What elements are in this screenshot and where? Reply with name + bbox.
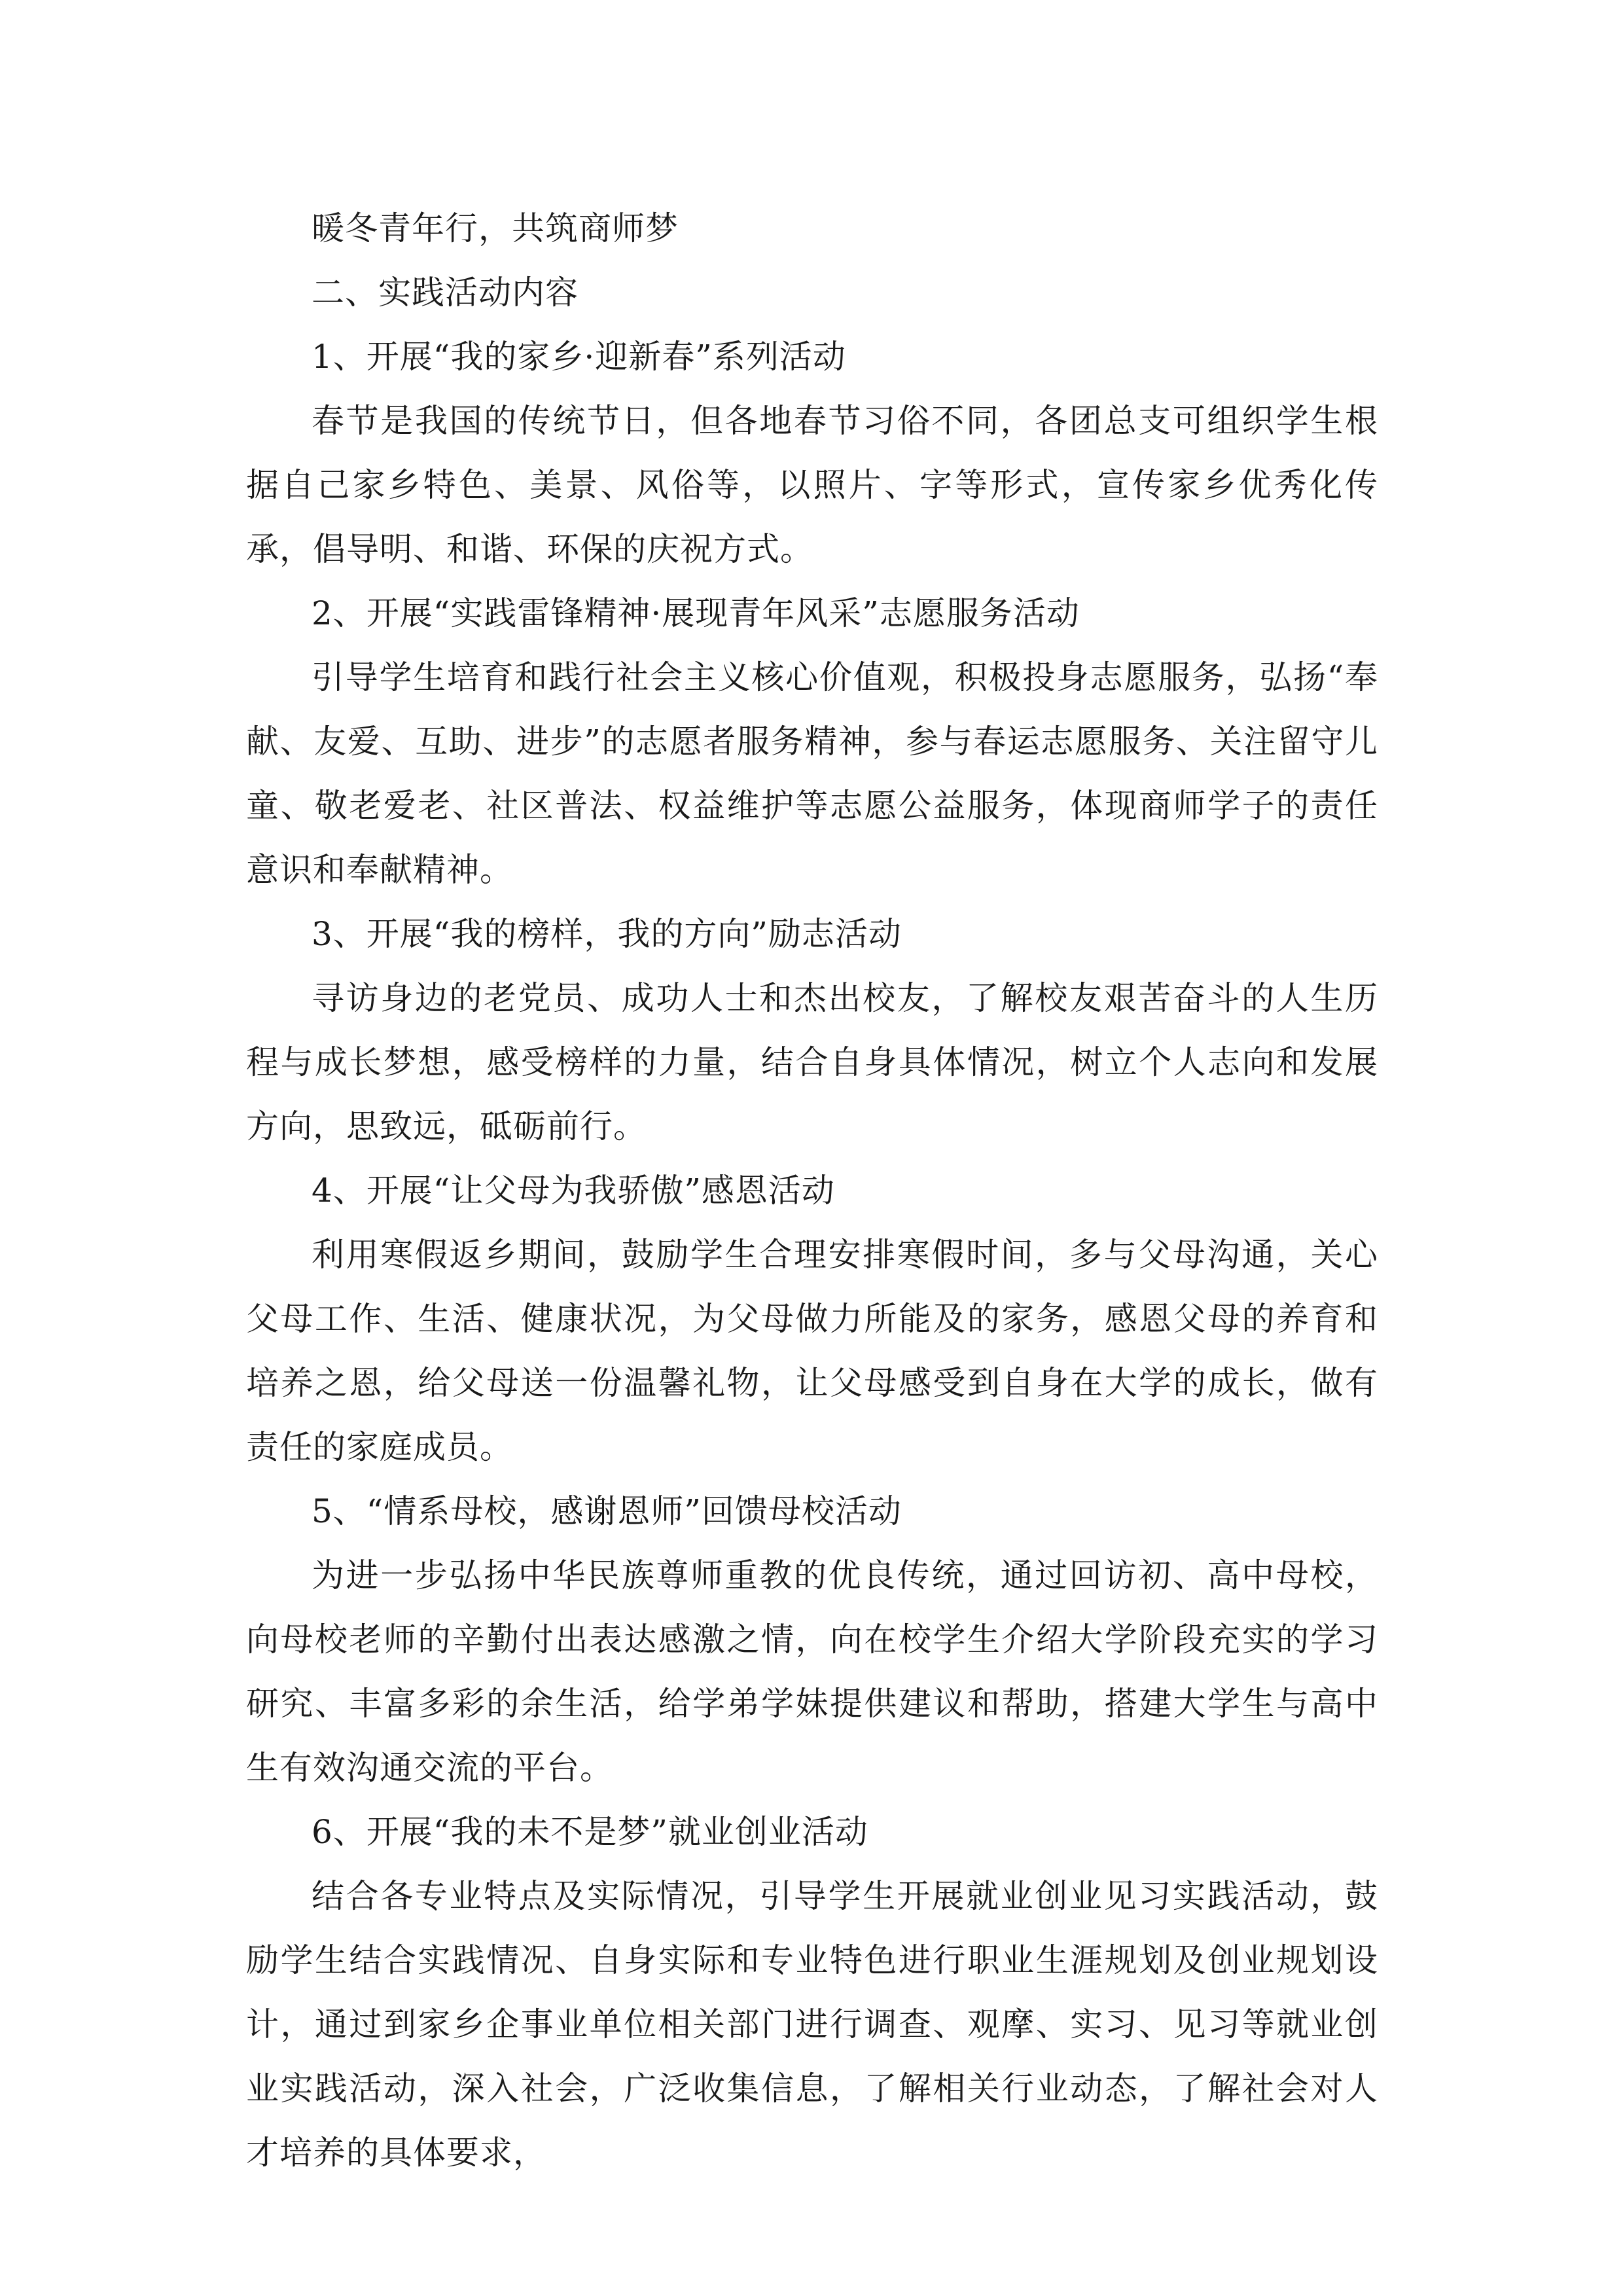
title-line: 暖冬青年行，共筑商师梦 [312, 209, 679, 247]
document-page [246, 196, 1378, 2185]
section-heading: 二、实践活动内容 [312, 274, 579, 312]
item-heading-4: 4、开展“让父母为我骄傲”感恩活动 [312, 1172, 835, 1210]
item-body-2: 引导学生培育和践行社会主义核心价值观，积极投身志愿服务，弘扬“奉献、友爱、互助、进步”的志愿者服务精神，参与春运志愿服务、关注留守儿童、敬老爱老、社区普法、权益维护等志愿公益服务，体现商师学子的责任意识和奉献精神。 [246, 658, 1378, 889]
item-heading-3: 3、开展“我的榜样，我的方向”励志活动 [312, 915, 902, 953]
item-body-1: 春节是我国的传统节日，但各地春节习俗不同，各团总支可组织学生根据自己家乡特色、美景、风俗等，以照片、字等形式，宣传家乡优秀化传承，倡导明、和谐、环保的庆祝方式。 [246, 402, 1378, 568]
item-body-6: 结合各专业特点及实际情况，引导学生开展就业创业见习实践活动，鼓励学生结合实践情况、自身实际和专业特色进行职业生涯规划及创业规划设计，通过到家乡企事业单位相关部门进行调查、观摩、实习、见习等就业创业实践活动，深入社会，广泛收集信息，了解相关行业动态，了解社会对人才培养的具体要求， [246, 1877, 1378, 2172]
item-heading-1: 1、开展“我的家乡·迎新春”系列活动 [312, 338, 846, 376]
item-body-3: 寻访身边的老党员、成功人士和杰出校友，了解校友艰苦奋斗的人生历程与成长梦想，感受榜样的力量，结合自身具体情况，树立个人志向和发展方向，思致远，砥砺前行。 [246, 979, 1378, 1145]
item-heading-5: 5、“情系母校，感谢恩师”回馈母校活动 [312, 1492, 902, 1530]
item-body-5: 为进一步弘扬中华民族尊师重教的优良传统，通过回访初、高中母校，向母校老师的辛勤付出表达感激之情，向在校学生介绍大学阶段充实的学习研究、丰富多彩的余生活，给学弟学妹提供建议和帮助，搭建大学生与高中生有效沟通交流的平台。 [246, 1556, 1378, 1787]
item-heading-2: 2、开展“实践雷锋精神·展现青年风采”志愿服务活动 [312, 594, 1080, 632]
item-heading-6: 6、开展“我的未不是梦”就业创业活动 [312, 1813, 868, 1851]
item-body-4: 利用寒假返乡期间，鼓励学生合理安排寒假时间，多与父母沟通，关心父母工作、生活、健康状况，为父母做力所能及的家务，感恩父母的养育和培养之恩，给父母送一份温馨礼物，让父母感受到自身在大学的成长，做有责任的家庭成员。 [246, 1236, 1378, 1466]
